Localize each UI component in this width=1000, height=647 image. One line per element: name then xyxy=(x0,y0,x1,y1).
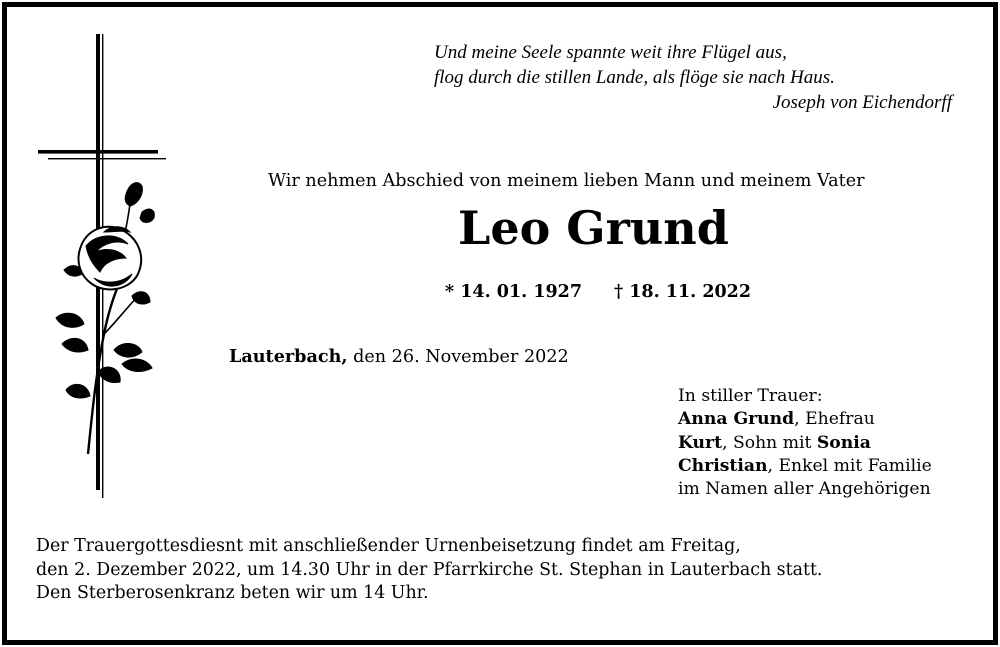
birth-date: * 14. 01. 1927 xyxy=(445,282,583,302)
mourner-relation: , Ehefrau xyxy=(794,409,875,430)
mourners-block xyxy=(678,385,932,501)
deceased-name: Leo Grund xyxy=(458,201,729,255)
cross-with-rose-icon xyxy=(34,34,174,500)
mourner-line xyxy=(678,455,932,478)
poem-line-1: Und meine Seele spannte weit ihre Flügel aus, xyxy=(434,42,787,63)
intro-text: Wir nehmen Abschied von meinem lieben Mann und meinem Vater xyxy=(268,171,865,191)
mourner-name: Anna Grund xyxy=(678,409,795,430)
mourner-name: Christian xyxy=(678,455,768,476)
announcement-date: den 26. November 2022 xyxy=(353,347,569,367)
poem-block xyxy=(434,40,974,115)
place-name: Lauterbach, xyxy=(229,346,348,367)
place-date-line xyxy=(229,346,569,367)
mourner-line xyxy=(678,432,932,455)
mourner-name-2: Sonia xyxy=(816,432,871,453)
rose-icon xyxy=(56,183,154,454)
mourner-relation: , Sohn mit xyxy=(722,432,817,453)
service-line-3: Den Sterberosenkranz beten wir um 14 Uhr. xyxy=(36,583,429,603)
mourner-relation: , Enkel mit Familie xyxy=(767,455,932,476)
service-line-2: den 2. Dezember 2022, um 14.30 Uhr in der Pfarrkirche St. Stephan in Lauterbach statt. xyxy=(36,559,823,580)
service-info xyxy=(36,535,822,606)
mourners-closing: im Namen aller Angehörigen xyxy=(678,479,931,500)
death-date: † 18. 11. 2022 xyxy=(614,282,752,302)
mourners-heading: In stiller Trauer: xyxy=(678,386,823,406)
service-line-1: Der Trauergottesdiesnt mit anschließender Urnenbeisetzung findet am Freitag, xyxy=(36,536,741,556)
poem-line-2: flog durch die stillen Lande, als flöge sie nach Haus. xyxy=(434,67,835,88)
mourner-line xyxy=(678,408,932,431)
mourner-name: Kurt xyxy=(678,432,723,453)
poem-author: Joseph von Eichendorff xyxy=(772,92,952,113)
